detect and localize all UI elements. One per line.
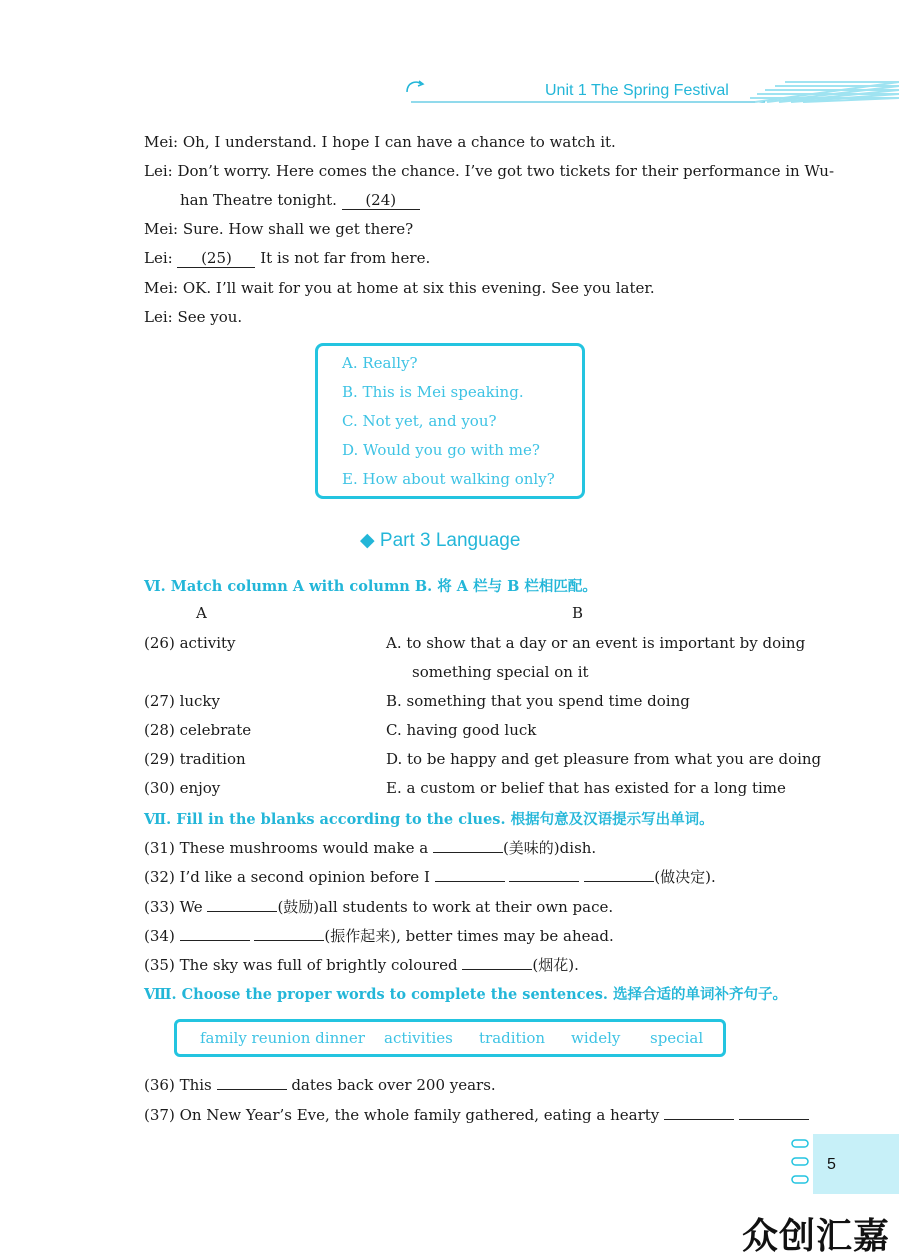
line-text: Don’t worry. Here comes the chance. I’ve got two tickets for their performance in Wu- [177,162,835,180]
match-item [144,750,246,768]
item-number: (29) [144,750,175,768]
clue: (烟花) [532,956,575,974]
dialogue-line: Mei: OK. I’ll wait for you at home at six this evening. See you later. [144,279,655,297]
fill-item [144,954,579,975]
match-item [144,779,220,797]
line-text: OK. I’ll wait for you at home at six this evening. See you later. [182,279,655,297]
sentence-start: I’d like a second opinion before I [179,868,430,886]
item-number: (35) [144,956,175,974]
line-text: han Theatre tonight. [180,191,337,209]
sentence-start: On New Year’s Eve, the whole family gathered, eating a hearty [179,1106,660,1124]
clue: (美味的) [502,839,560,857]
speaker: Mei [144,220,174,238]
match-word: activity [179,634,236,652]
line-text: See you. [177,308,243,326]
word-bank-item[interactable]: tradition [479,1029,546,1047]
answer-blank[interactable] [739,1105,809,1120]
word-bank-item[interactable]: special [650,1029,704,1047]
speaker: Lei [144,249,168,267]
match-definition-cont: something special on it [412,663,589,681]
option-d[interactable]: D. Would you go with me? [342,441,540,459]
option-a[interactable]: A. Really? [342,354,418,372]
line-text: Oh, I understand. I hope I can have a chance to watch it. [182,133,616,151]
dialogue-line: Lei: (25) It is not far from here. [144,249,431,267]
fill-item [144,1075,496,1094]
column-a-heading: A [196,604,207,622]
item-number: (30) [144,779,175,797]
sentence-end: dates back over 200 years. [291,1076,496,1094]
word-bank-item[interactable]: family reunion dinner [200,1029,365,1047]
item-number: (37) [144,1106,175,1124]
page-number: 5 [827,1156,836,1173]
binder-rings-icon [790,1138,812,1188]
answer-blank[interactable] [509,867,579,882]
sentence-end: , better times may be ahead. [396,927,614,945]
sentence-end: dish. [559,839,597,857]
item-number: (28) [144,721,175,739]
match-item [144,692,220,710]
speaker: Lei [144,308,168,326]
match-definition: C. having good luck [386,721,537,739]
answer-blank[interactable] [664,1105,734,1120]
speaker: Mei [144,133,174,151]
match-word: tradition [179,750,246,768]
match-word: celebrate [179,721,252,739]
item-number: (32) [144,868,175,886]
clue: (做决定) [654,868,711,886]
match-definition: B. something that you spend time doing [386,692,690,710]
item-number: (36) [144,1076,175,1094]
match-item [144,721,251,739]
dialogue-line: Mei: Sure. How shall we get there? [144,220,414,238]
item-number: (26) [144,634,175,652]
sentence-start: These mushrooms would make a [179,839,429,857]
clue: (鼓励) [277,898,320,916]
sentence-end: . [710,868,716,886]
dialogue-line: Lei: Don’t worry. Here comes the chance. I’ve got two tickets for their performance in Wu- [144,162,835,180]
answer-blank[interactable] [433,838,503,853]
item-number: (34) [144,927,175,945]
item-number: (27) [144,692,175,710]
word-bank-item[interactable]: widely [571,1029,621,1047]
line-text: Sure. How shall we get there? [182,220,414,238]
answer-blank[interactable] [217,1075,287,1090]
section-6-title: Ⅵ. Match column A with column B. 将 A 栏与 B 栏相匹配。 [144,578,597,595]
option-c[interactable]: C. Not yet, and you? [342,412,497,430]
sentence-start: We [179,898,203,916]
answer-blank[interactable] [180,926,250,941]
section-7-title: Ⅶ. Fill in the blanks according to the clues. 根据句意及汉语提示写出单词。 [144,811,714,828]
fill-item [144,925,614,946]
fill-item [144,837,596,858]
sentence-start: This [179,1076,212,1094]
match-word: lucky [179,692,221,710]
answer-blank[interactable]: (24) [342,191,420,210]
match-definition: E. a custom or belief that has existed for a long time [386,779,786,797]
answer-blank[interactable] [207,897,277,912]
dialogue-line: Lei: See you. [144,308,243,326]
watermark: 众创汇嘉 [742,1216,891,1257]
speaker: Mei [144,279,174,297]
option-e[interactable]: E. How about walking only? [342,470,555,488]
speaker: Lei [144,162,168,180]
item-number: (33) [144,898,175,916]
answer-blank[interactable] [462,955,532,970]
column-b-heading: B [572,604,584,622]
line-text: It is not far from here. [260,249,431,267]
fill-item [144,896,613,917]
dialogue-line [180,191,420,210]
match-definition: D. to be happy and get pleasure from what you are doing [386,750,822,768]
match-word: enjoy [179,779,221,797]
fill-item [144,1105,809,1124]
section-8-title: Ⅷ. Choose the proper words to complete the sentences. 选择合适的单词补齐句子。 [144,986,787,1003]
option-b[interactable]: B. This is Mei speaking. [342,383,524,401]
sentence-end: . [574,956,579,974]
answer-blank[interactable] [254,926,324,941]
fill-item [144,866,716,887]
clue: (振作起来) [324,927,397,945]
header-title: Unit 1 The Spring Festival [545,82,729,99]
match-item [144,634,236,652]
dialogue-line: Mei: Oh, I understand. I hope I can have a chance to watch it. [144,133,616,151]
word-bank-item[interactable]: activities [384,1029,453,1047]
answer-blank[interactable] [584,867,654,882]
part-heading: ◆ Part 3 Language [360,530,521,551]
answer-blank[interactable]: (25) [177,249,255,268]
match-definition: A. to show that a day or an event is important by doing [386,634,806,652]
sentence-start: The sky was full of brightly coloured [179,956,458,974]
answer-blank[interactable] [435,867,505,882]
item-number: (31) [144,839,175,857]
page-number-tab [813,1134,899,1194]
sentence-end: all students to work at their own pace. [319,898,614,916]
